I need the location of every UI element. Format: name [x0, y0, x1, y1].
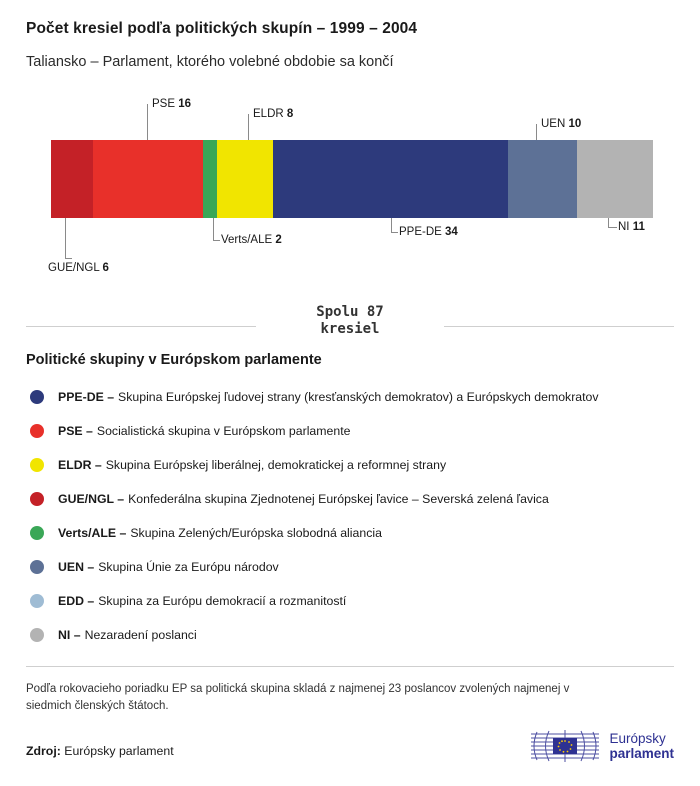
- callout-ni: [618, 221, 645, 233]
- legend-item-edd: [26, 584, 674, 618]
- callout-verts-ale-value: 2: [275, 234, 282, 246]
- callout-pse: [152, 98, 191, 110]
- page-subtitle: Taliansko – Parlament, ktorého volebné obdobie sa končí: [26, 54, 394, 70]
- legend-desc-gue-ngl: Konfederálna skupina Zjednotenej Európskej ľavice – Severská zelená ľavica: [128, 492, 549, 506]
- leader-line-eldr: [248, 114, 249, 140]
- callout-verts-ale: [221, 234, 282, 246]
- legend-abbr-verts-ale: Verts/ALE –: [58, 526, 127, 540]
- legend-desc-eldr: Skupina Európskej liberálnej, demokratickej a reformnej strany: [105, 458, 447, 472]
- source-line: [26, 744, 174, 758]
- legend-color-verts-ale: [30, 526, 44, 540]
- legend-item-ni: [26, 618, 674, 652]
- source-value: Európsky parlament: [64, 744, 174, 758]
- legend-abbr-uen: UEN –: [58, 560, 95, 574]
- leader-hline-ppe-de: [391, 232, 398, 233]
- bar-segment-verts-ale: [203, 140, 217, 218]
- legend-color-edd: [30, 594, 44, 608]
- callout-gue-ngl: [48, 262, 109, 274]
- legend-abbr-gue-ngl: GUE/NGL –: [58, 492, 125, 506]
- bar-segment-ppe-de: [273, 140, 508, 218]
- footnote: Podľa rokovacieho poriadku EP sa politická skupina skladá z najmenej 23 poslancov zvolených najmenej v siedmich členských štátoch.: [26, 683, 570, 712]
- legend-title: Politické skupiny v Európskom parlamente: [26, 352, 322, 368]
- legend-color-gue-ngl: [30, 492, 44, 506]
- callout-uen: [541, 118, 581, 130]
- seat-distribution-chart: [26, 98, 674, 298]
- legend-color-uen: [30, 560, 44, 574]
- legend-abbr-edd: EDD –: [58, 594, 95, 608]
- bar-segment-eldr: [217, 140, 272, 218]
- legend: [26, 380, 674, 652]
- leader-line-gue-ngl: [65, 218, 66, 258]
- footnote-divider: [26, 666, 674, 667]
- legend-item-eldr: [26, 448, 674, 482]
- stacked-bar: [51, 140, 653, 218]
- total-rule-left: [26, 326, 256, 327]
- bar-segment-pse: [93, 140, 204, 218]
- legend-desc-ppe-de: Skupina Európskej ľudovej strany (kresťanských demokratov) a Európskych demokratov: [118, 390, 599, 404]
- legend-item-pse: [26, 414, 674, 448]
- callout-ni-label: NI: [618, 221, 630, 233]
- callout-eldr-value: 8: [286, 108, 294, 120]
- callout-ni-value: 11: [632, 221, 645, 233]
- legend-desc-ni: Nezaradení poslanci: [84, 628, 197, 642]
- legend-item-verts-ale: [26, 516, 674, 550]
- callout-gue-ngl-value: 6: [102, 262, 109, 274]
- bar-segment-gue-ngl: [51, 140, 93, 218]
- ep-logo-line2: parlament: [609, 746, 674, 761]
- callout-uen-label: UEN: [541, 118, 566, 130]
- callout-uen-value: 10: [568, 118, 582, 130]
- legend-color-ppe-de: [30, 390, 44, 404]
- legend-abbr-ni: NI –: [58, 628, 81, 642]
- source-label: Zdroj:: [26, 744, 61, 758]
- callout-ppe-de: [399, 226, 458, 238]
- legend-abbr-ppe-de: PPE-DE –: [58, 390, 115, 404]
- page-title: Počet kresiel podľa politických skupín – 1999 – 2004: [26, 20, 418, 37]
- legend-desc-pse: Socialistická skupina v Európskom parlamente: [96, 424, 351, 438]
- ep-logo-text: [609, 731, 674, 761]
- total-seats-text: [280, 304, 420, 338]
- legend-color-pse: [30, 424, 44, 438]
- total-seats-line2: kresiel: [320, 321, 380, 337]
- leader-line-verts-ale: [213, 218, 214, 240]
- leader-line-pse: [147, 104, 148, 140]
- leader-hline-gue-ngl: [65, 258, 72, 259]
- callout-eldr: [253, 108, 293, 120]
- total-seats-line1: Spolu 87: [316, 304, 384, 320]
- ep-logo-icon: [529, 726, 601, 766]
- callout-ppe-de-value: 34: [445, 226, 458, 238]
- total-seats: [26, 304, 674, 350]
- callout-gue-ngl-label: GUE/NGL: [48, 262, 100, 274]
- callout-pse-label: PSE: [152, 98, 176, 110]
- legend-desc-edd: Skupina za Európu demokracií a rozmanitostí: [98, 594, 347, 608]
- callout-eldr-label: ELDR: [253, 108, 284, 120]
- bar-segment-ni: [577, 140, 653, 218]
- callout-ppe-de-label: PPE-DE: [399, 226, 442, 238]
- leader-line-uen: [536, 124, 537, 140]
- legend-desc-verts-ale: Skupina Zelených/Európska slobodná aliancia: [130, 526, 382, 540]
- legend-abbr-pse: PSE –: [58, 424, 93, 438]
- callout-verts-ale-label: Verts/ALE: [221, 234, 273, 246]
- legend-item-gue-ngl: [26, 482, 674, 516]
- legend-item-uen: [26, 550, 674, 584]
- leader-line-ni: [608, 218, 609, 227]
- leader-hline-verts-ale: [213, 240, 220, 241]
- ep-logo: [529, 726, 674, 766]
- legend-desc-uen: Skupina Únie za Európu národov: [98, 560, 279, 574]
- legend-color-ni: [30, 628, 44, 642]
- callout-pse-value: 16: [178, 98, 192, 110]
- legend-item-ppe-de: [26, 380, 674, 414]
- leader-hline-ni: [608, 227, 617, 228]
- legend-abbr-eldr: ELDR –: [58, 458, 102, 472]
- leader-line-ppe-de: [391, 218, 392, 232]
- ep-logo-line1: Európsky: [609, 731, 666, 746]
- total-rule-right: [444, 326, 674, 327]
- legend-color-eldr: [30, 458, 44, 472]
- bar-segment-uen: [508, 140, 577, 218]
